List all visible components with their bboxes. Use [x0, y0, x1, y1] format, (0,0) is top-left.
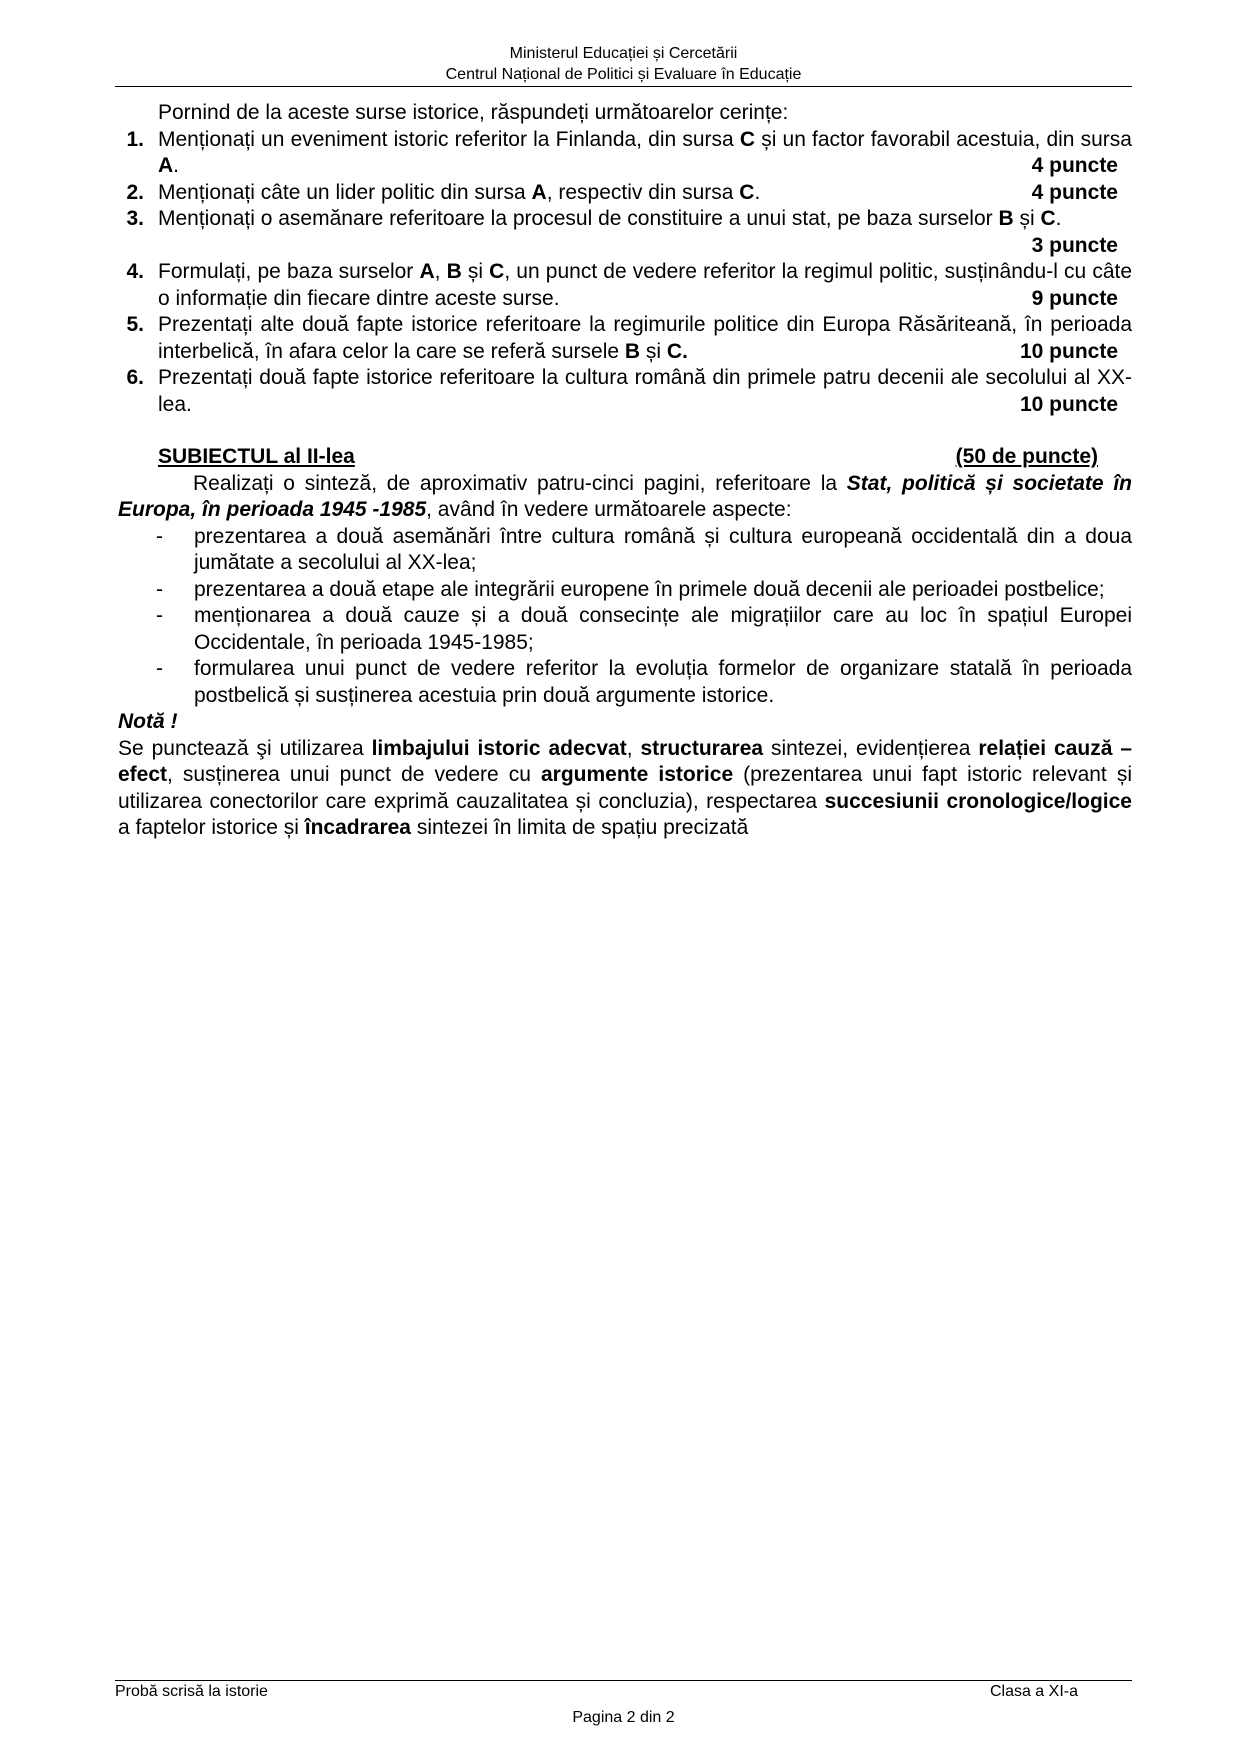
requirement-points: 9 puncte — [1031, 286, 1118, 310]
header-center: Centrul Național de Politici și Evaluare în Educație — [445, 66, 802, 83]
requirement-item — [118, 127, 1132, 180]
note-title: Notă ! — [118, 710, 178, 733]
requirement-item — [118, 312, 1132, 365]
requirement-number: 3. — [126, 207, 144, 230]
footer-class: Clasa a XI-a — [989, 1683, 1078, 1700]
requirements-intro: Pornind de la aceste surse istorice, răspundeți următoarelor cerințe: — [158, 101, 789, 124]
subject-2-points: (50 de puncte) — [955, 445, 1098, 468]
document-body — [118, 100, 1132, 842]
aspect-item: - formularea unui punct de vedere referitor la evoluția formelor de organizare statală în perioada postbelică și susținerea acestuia prin două argumente istorice. — [156, 657, 1132, 707]
synthesis-topic: Stat, politică și societate în Europa, în perioada 1945 -1985 — [118, 471, 1132, 521]
requirement-number: 4. — [126, 260, 144, 283]
requirement-text: Menționați câte un lider politic din sursa A, respectiv din sursa C. 4 puncte — [158, 180, 1132, 207]
requirement-text: Menționați un eveniment istoric referitor la Finlanda, din sursa C și un factor favorabil acestuia, din sursa A. 4 puncte — [158, 127, 1132, 180]
requirement-text: Menționați o asemănare referitoare la procesul de constituire a unui stat, pe baza surselor B și C. 3 puncte — [158, 206, 1132, 259]
requirement-number: 5. — [126, 313, 144, 336]
page-number: Pagina 2 din 2 — [572, 1709, 675, 1726]
footer-exam-name: Probă scrisă la istorie — [115, 1683, 268, 1700]
requirement-item — [118, 180, 1132, 207]
header-ministry: Ministerul Educației și Cercetării — [509, 45, 738, 62]
aspect-item: - prezentarea a două etape ale integrării europene în primele două decenii ale perioadei postbelice; — [156, 577, 1105, 601]
subject-2-title: SUBIECTUL al II-lea — [158, 445, 355, 468]
requirement-number: 2. — [126, 180, 144, 204]
subject-2-heading — [158, 444, 1098, 471]
requirement-item — [118, 206, 1132, 259]
aspect-item: - prezentarea a două asemănări între cultura română și cultura europeană occidentală din a doua jumătate a secolului al XX-lea; — [156, 524, 1132, 574]
synthesis-instructions: Realizați o sinteză, de aproximativ patru-cinci pagini, referitoare la Stat, politică și societate în Europa, în perioada 1945 -1985, având în vedere următoarele aspecte: — [118, 471, 1132, 521]
requirement-points: 4 puncte — [1031, 154, 1118, 177]
requirement-points: 10 puncte — [1019, 392, 1118, 416]
requirement-item — [118, 259, 1132, 312]
requirement-item — [118, 365, 1132, 418]
page-footer — [115, 1680, 1132, 1729]
requirement-number: 6. — [126, 366, 144, 389]
page-header — [115, 43, 1132, 87]
note-body: Se punctează şi utilizarea limbajului istoric adecvat, structurarea sintezei, evidențierea relației cauză – efect, susținerea unui punct de vedere cu argumente istorice (prezentarea unui fapt istoric relevant și utilizarea conectorilor care exprimă cauzalitatea și concluzia), respectarea succesiunii cronologice/logice a faptelor istorice și încadrarea sintezei în limita de spațiu precizată — [118, 736, 1132, 839]
requirement-points: 4 puncte — [1031, 180, 1118, 204]
requirement-points: 10 puncte — [1019, 339, 1118, 363]
aspect-item: - menționarea a două cauze și a două consecințe ale migrațiilor care au loc în spațiul Europei Occidentale, în perioada 1945-1985; — [156, 604, 1132, 654]
requirement-number: 1. — [126, 127, 144, 151]
requirement-points: 3 puncte — [1031, 233, 1118, 257]
requirement-text: Formulați, pe baza surselor A, B și C, un punct de vedere referitor la regimul politic, susținându-l cu câte o informație din fiecare dintre aceste surse. 9 puncte — [158, 259, 1132, 312]
requirement-text: Prezentați două fapte istorice referitoare la cultura română din primele patru decenii ale secolului al XX-lea. 10 puncte — [158, 365, 1132, 418]
requirement-text: Prezentați alte două fapte istorice referitoare la regimurile politice din Europa Răsăriteană, în perioada interbelică, în afara celor la care se referă sursele B și C. 10 puncte — [158, 312, 1132, 365]
